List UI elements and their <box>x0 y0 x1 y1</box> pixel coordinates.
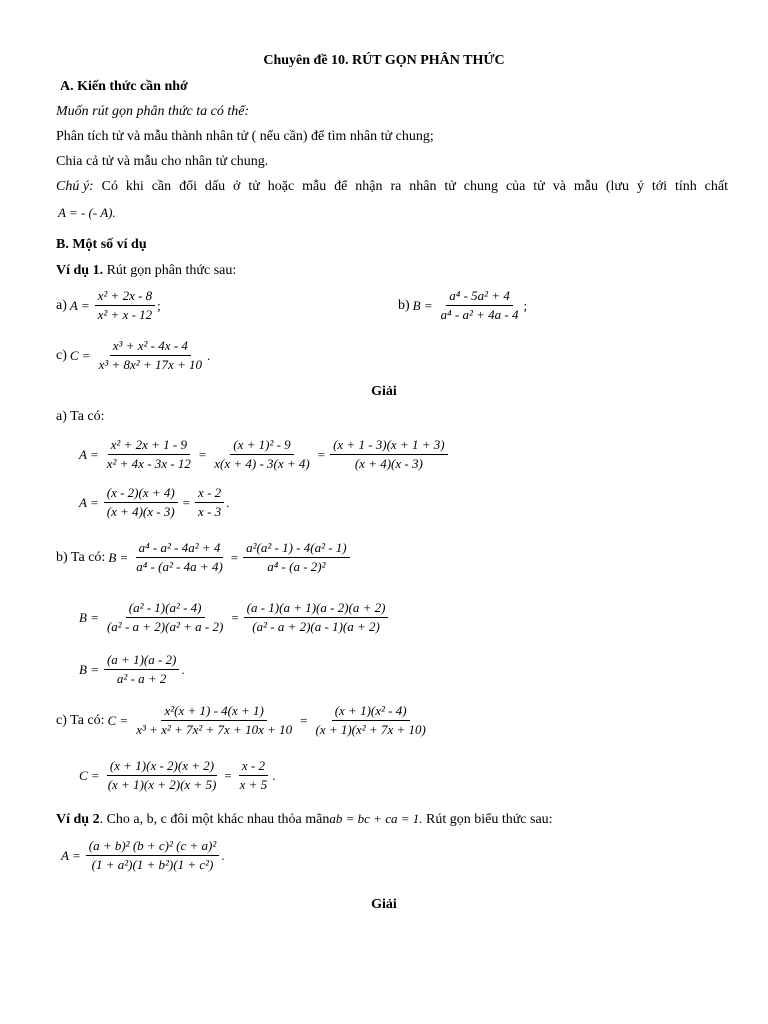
note-word: (lưu <box>605 179 630 194</box>
denominator: (a² - a + 2)(a² + a - 2) <box>106 619 224 634</box>
numerator: x³ + x² - 4x - 4 <box>110 338 191 356</box>
note-word: hoặc <box>267 179 295 194</box>
note-word: nhận <box>355 179 383 194</box>
solution-c-line2: C = $\frac{(x + 1)(x - 2)(x + 2)}{(x + 1)(x + 2)(x + 5)}$ = $\frac{x - 2}{x + 5}$ . <box>79 758 276 792</box>
example1-intro <box>56 262 236 280</box>
numerator: (a - 1)(a + 1)(a - 2)(a + 2) <box>244 600 389 618</box>
numerator: x² + 2x + 1 - 9 <box>108 437 190 455</box>
note-word: đổi <box>179 179 197 194</box>
denominator: x² + x - 12 <box>97 307 153 322</box>
lhs: B = <box>79 661 99 677</box>
section-a-heading: A. Kiến thức cần nhớ <box>60 79 188 94</box>
fraction <box>104 600 226 635</box>
note-word: tới <box>651 179 668 194</box>
terminator: . <box>272 767 276 783</box>
numerator: (x + 1)(x - 2)(x + 2) <box>107 758 217 776</box>
terminator: . <box>181 661 185 677</box>
fraction <box>237 758 271 793</box>
page-title: Chuyên đề 10. RÚT GỌN PHÂN THỨC <box>263 53 505 68</box>
lhs: A = <box>79 494 99 510</box>
solution-b-label: b) Ta có: <box>56 549 106 565</box>
terminator: ; <box>157 297 161 313</box>
note-word: tử <box>533 179 545 194</box>
fraction <box>104 485 178 520</box>
denominator: (x + 4)(x - 3) <box>354 456 423 471</box>
fraction <box>133 540 226 575</box>
fraction <box>96 338 205 373</box>
numerator: (x + 1)² - 9 <box>230 437 293 455</box>
lhs: C = <box>107 712 129 728</box>
fraction <box>244 600 389 635</box>
numerator: x²(x + 1) - 4(x + 1) <box>161 703 266 721</box>
section-a-intro: Muốn rút gọn phân thức ta có thể: <box>56 104 250 119</box>
denominator: (a² - a + 2)(a - 1)(a + 2) <box>252 619 380 634</box>
fraction <box>133 703 295 738</box>
solution-c-line1: c) Ta có: C = $\frac{\text{x²(x + 1) - 4(x + 1)}}{\text{x³ + x² + 7x² + 7x + 10x + 10}}$ = $\frac{\text{(x + 1)(x² - 4)}}{\text{(x + 1)(x² + 7x + 10)}}$ <box>56 703 431 738</box>
note-word: tử <box>248 179 260 194</box>
terminator: . <box>207 347 211 363</box>
item-label: c) <box>56 347 67 363</box>
solution-a-label: a) Ta có: <box>56 409 105 424</box>
fraction <box>438 288 522 323</box>
solution-heading: Giải <box>371 384 397 399</box>
fraction <box>312 703 428 738</box>
note-word: mẫu <box>302 179 327 194</box>
denominator: a⁴ - (a² - 4a + 4) <box>136 559 223 574</box>
note-formula: A = - (- A). <box>58 205 116 220</box>
denominator: (x + 1)(x + 2)(x + 5) <box>107 777 217 792</box>
denominator: (1 + a²)(1 + b²)(1 + c²) <box>91 857 214 872</box>
example2-label: Ví dụ 2 <box>56 812 100 827</box>
lhs: A = <box>61 847 81 863</box>
note-word: cần <box>151 179 172 194</box>
note-word: ở <box>233 179 241 194</box>
lhs: C = <box>79 767 100 783</box>
numerator: x - 2 <box>195 485 224 503</box>
numerator: (x + 1)(x² - 4) <box>332 703 410 721</box>
numerator: (x - 2)(x + 4) <box>104 485 178 503</box>
example1-c <box>56 338 210 373</box>
terminator: . <box>221 847 225 863</box>
note-word: tử <box>444 179 456 194</box>
example2-condition: ab = bc + ca = 1. <box>329 811 423 826</box>
section-a-note <box>56 178 728 196</box>
fraction <box>86 838 220 873</box>
terminator: ; <box>523 297 528 313</box>
lhs: C = <box>69 347 91 363</box>
note-word: ý <box>636 179 644 194</box>
example2-text-before: . Cho a, b, c đôi một khác nhau thỏa mãn <box>99 812 330 827</box>
lhs: B = <box>108 549 129 565</box>
fraction <box>104 437 194 472</box>
solution-a-line1: A = $\frac{\text{x² + 2x + 1 - 9}}{\text{x² + 4x - 3x - 12}}$ = $\frac{\text{(x + 1)² - 9}}{x(x + 4) - 3(x + 4)}$ = $\frac{(x + 1 - 3)(x + 1 + 3)}{(x + 4)(x - 3)}$ <box>76 437 450 472</box>
lhs: B = <box>412 297 433 313</box>
note-label: Chú ý: <box>56 179 94 194</box>
denominator: (x + 1)(x² + 7x + 10) <box>315 722 426 737</box>
terminator: . <box>226 494 230 510</box>
numerator: (a² - 1)(a² - 4) <box>126 600 205 618</box>
numerator: x² + 2x - 8 <box>95 288 156 306</box>
numerator: x - 2 <box>239 758 268 776</box>
item-label: a) <box>56 297 67 313</box>
denominator: x³ + x² + 7x² + 7x + 10x + 10 <box>136 722 293 737</box>
example2-intro <box>56 810 553 829</box>
fraction <box>330 437 448 472</box>
note-word: ra <box>390 179 402 194</box>
lhs: A = <box>69 297 90 313</box>
note-word: chất <box>704 179 728 194</box>
denominator: a⁴ - a² + 4a - 4 <box>440 307 519 322</box>
example2-expression <box>58 838 225 873</box>
numerator: a⁴ - a² - 4a² + 4 <box>136 540 224 558</box>
fraction <box>243 540 350 575</box>
note-word: chung <box>463 179 499 194</box>
note-word: nhân <box>409 179 437 194</box>
denominator: a² - a + 2 <box>116 671 167 686</box>
note-word: của <box>505 179 526 194</box>
denominator: x - 3 <box>198 504 222 519</box>
lhs: A = <box>79 446 99 462</box>
denominator: x(x + 4) - 3(x + 4) <box>214 456 310 471</box>
fraction <box>105 758 220 793</box>
example1-text: Rút gọn phân thức sau: <box>103 263 237 278</box>
example1-label: Ví dụ 1. <box>56 263 104 278</box>
example1-a <box>56 288 161 323</box>
fraction <box>195 485 224 520</box>
denominator: (x + 4)(x - 3) <box>106 504 175 519</box>
denominator: a⁴ - (a - 2)² <box>267 559 326 574</box>
denominator: x³ + 8x² + 17x + 10 <box>98 357 203 372</box>
numerator: (x + 1 - 3)(x + 1 + 3) <box>330 437 448 455</box>
fraction <box>104 652 179 687</box>
item-label: b) <box>398 297 410 313</box>
example2-text-after: Rút gọn biểu thức sau: <box>422 812 553 827</box>
fraction <box>95 288 156 323</box>
solution-b-line1: b) Ta có: B = $\frac{\text{a⁴ - a² - 4a² + 4}}{\text{a⁴ - (a² - 4a + 4)}}$ = $\frac{\text{a²(a² - 1) - 4(a² - 1)}}{\text{a⁴ - (a - 2)²}}$ <box>56 540 352 575</box>
numerator: (a + 1)(a - 2) <box>104 652 179 670</box>
solution-b-line2: B = $\frac{\text{(a² - 1)(a² - 4)}}{\text{(a² - a + 2)(a² + a - 2)}}$ = $\frac{(a - 1)(a + 1)(a - 2)(a + 2)}{\text{(a² - a + 2)(a - 1)(a + 2)}}$ <box>76 600 390 635</box>
numerator: a⁴ - 5a² + 4 <box>446 288 513 306</box>
note-word: và <box>552 179 566 194</box>
note-word: khi <box>125 179 144 194</box>
note-word: để <box>334 179 348 194</box>
solution-c-label: c) Ta có: <box>56 712 105 728</box>
section-b-heading: B. Một số ví dụ <box>56 237 147 252</box>
solution-b-line3 <box>76 652 185 687</box>
note-word: mẫu <box>573 179 598 194</box>
numerator: a²(a² - 1) - 4(a² - 1) <box>243 540 350 558</box>
denominator: x + 5 <box>239 777 268 792</box>
fraction <box>211 437 313 472</box>
denominator: x² + 4x - 3x - 12 <box>106 456 191 471</box>
note-word: dấu <box>204 179 226 194</box>
example1-b <box>398 288 527 323</box>
note-word: tính <box>674 179 697 194</box>
numerator: (a + b)² (b + c)² (c + a)² <box>86 838 220 856</box>
note-word: Có <box>101 179 118 194</box>
lhs: B = <box>79 609 99 625</box>
section-a-step2: Chia cả tử và mẫu cho nhân tử chung. <box>56 154 269 169</box>
solution-a-line2: A = $\frac{(x - 2)(x + 4)}{(x + 4)(x - 3)}$ = $\frac{x - 2}{x - 3}$ . <box>79 485 230 519</box>
solution2-heading: Giải <box>371 897 397 912</box>
section-a-step1: Phân tích tử và mẫu thành nhân tử ( nếu cần) để tìm nhân tử chung; <box>56 129 434 144</box>
